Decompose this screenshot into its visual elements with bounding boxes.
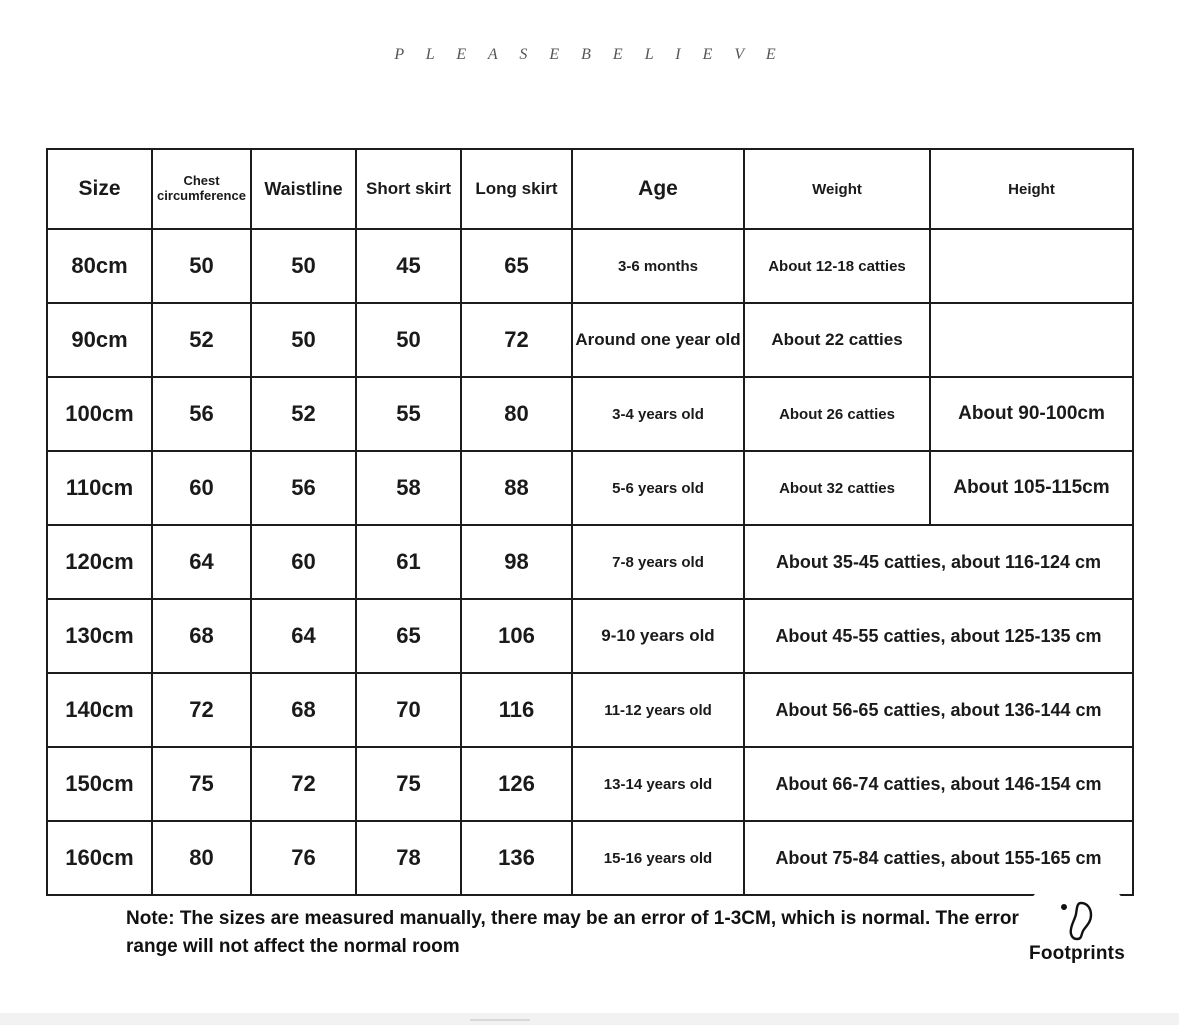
cell-short-skirt: 55: [356, 377, 461, 451]
cell-age: 15-16 years old: [572, 821, 744, 895]
cell-chest: 60: [152, 451, 251, 525]
cell-weight-height: About 66-74 catties, about 146-154 cm: [744, 747, 1133, 821]
cell-short-skirt: 70: [356, 673, 461, 747]
table-row: [47, 451, 1133, 525]
cell-weight: About 32 catties: [744, 451, 930, 525]
cell-waist: 68: [251, 673, 356, 747]
page-bottom-edge: [0, 1013, 1179, 1025]
cell-age: 13-14 years old: [572, 747, 744, 821]
cell-height: [930, 303, 1133, 377]
cell-waist: 76: [251, 821, 356, 895]
cell-size: 120cm: [47, 525, 152, 599]
cell-chest: 52: [152, 303, 251, 377]
cell-waist: 50: [251, 229, 356, 303]
cell-chest: 75: [152, 747, 251, 821]
header-age: Age: [572, 149, 744, 229]
table-row: [47, 821, 1133, 895]
header-short-skirt: Short skirt: [356, 149, 461, 229]
cell-height: [930, 229, 1133, 303]
header-height: Height: [930, 149, 1133, 229]
cell-age: 7-8 years old: [572, 525, 744, 599]
bottom-tick: [470, 1019, 530, 1021]
cell-short-skirt: 65: [356, 599, 461, 673]
table-row: [47, 303, 1133, 377]
cell-long-skirt: 65: [461, 229, 572, 303]
cell-waist: 60: [251, 525, 356, 599]
cell-long-skirt: 88: [461, 451, 572, 525]
table-row: [47, 747, 1133, 821]
cell-chest: 68: [152, 599, 251, 673]
header-long-skirt: Long skirt: [461, 149, 572, 229]
cell-chest: 72: [152, 673, 251, 747]
cell-short-skirt: 75: [356, 747, 461, 821]
cell-weight-height: About 35-45 catties, about 116-124 cm: [744, 525, 1133, 599]
cell-age: 3-6 months: [572, 229, 744, 303]
cell-waist: 64: [251, 599, 356, 673]
cell-size: 160cm: [47, 821, 152, 895]
table-row: [47, 599, 1133, 673]
cell-chest: 50: [152, 229, 251, 303]
cell-size: 80cm: [47, 229, 152, 303]
cell-weight: About 12-18 catties: [744, 229, 930, 303]
header-weight: Weight: [744, 149, 930, 229]
cell-weight: About 22 catties: [744, 303, 930, 377]
cell-waist: 56: [251, 451, 356, 525]
cell-size: 140cm: [47, 673, 152, 747]
cell-long-skirt: 72: [461, 303, 572, 377]
measurement-note: Note: The sizes are measured manually, there may be an error of 1-3CM, which is normal. The error range will not affect the normal room: [126, 908, 1019, 957]
cell-size: 90cm: [47, 303, 152, 377]
cell-long-skirt: 136: [461, 821, 572, 895]
cell-chest: 56: [152, 377, 251, 451]
cell-weight-height: About 56-65 catties, about 136-144 cm: [744, 673, 1133, 747]
cell-age: Around one year old: [572, 303, 744, 377]
cell-short-skirt: 50: [356, 303, 461, 377]
header-size: Size: [47, 149, 152, 229]
cell-waist: 50: [251, 303, 356, 377]
table-row: [47, 229, 1133, 303]
cell-long-skirt: 126: [461, 747, 572, 821]
cell-weight: About 26 catties: [744, 377, 930, 451]
cell-chest: 80: [152, 821, 251, 895]
cell-age: 3-4 years old: [572, 377, 744, 451]
cell-height: About 105-115cm: [930, 451, 1133, 525]
cell-age: 9-10 years old: [572, 599, 744, 673]
brand-logo: [1021, 875, 1133, 987]
cell-chest: 64: [152, 525, 251, 599]
header-chest-circumference: Chest circumference: [152, 149, 251, 229]
cell-weight-height: About 75-84 catties, about 155-165 cm: [744, 821, 1133, 895]
cell-long-skirt: 116: [461, 673, 572, 747]
header-waistline: Waistline: [251, 149, 356, 229]
cell-waist: 72: [251, 747, 356, 821]
cell-weight-height: About 45-55 catties, about 125-135 cm: [744, 599, 1133, 673]
table-row: [47, 377, 1133, 451]
cell-long-skirt: 98: [461, 525, 572, 599]
table-row: [47, 525, 1133, 599]
cell-short-skirt: 61: [356, 525, 461, 599]
brand-name: Footprints: [1029, 943, 1125, 964]
cell-size: 130cm: [47, 599, 152, 673]
cell-long-skirt: 80: [461, 377, 572, 451]
cell-size: 110cm: [47, 451, 152, 525]
size-chart-table: [46, 148, 1132, 896]
cell-short-skirt: 58: [356, 451, 461, 525]
footprint-icon: [1054, 897, 1100, 941]
cell-long-skirt: 106: [461, 599, 572, 673]
page-banner: P L E A S E B E L I E V E: [394, 46, 785, 63]
cell-short-skirt: 78: [356, 821, 461, 895]
cell-age: 11-12 years old: [572, 673, 744, 747]
cell-height: About 90-100cm: [930, 377, 1133, 451]
cell-size: 150cm: [47, 747, 152, 821]
cell-short-skirt: 45: [356, 229, 461, 303]
cell-age: 5-6 years old: [572, 451, 744, 525]
table-row: [47, 673, 1133, 747]
cell-waist: 52: [251, 377, 356, 451]
table-header-row: [47, 149, 1133, 229]
cell-size: 100cm: [47, 377, 152, 451]
